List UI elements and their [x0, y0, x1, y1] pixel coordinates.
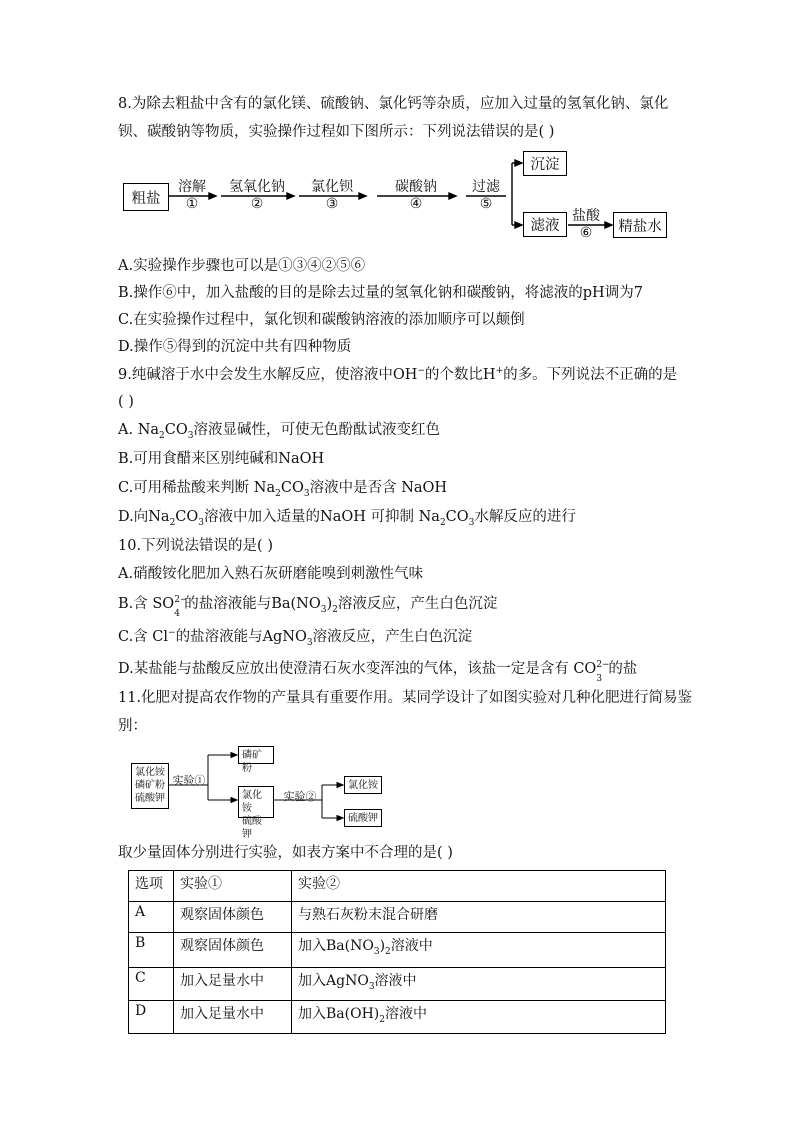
sub: 3	[187, 430, 194, 441]
c-pre: 加入AgNO	[298, 973, 369, 989]
flow-step4-num: ④	[409, 196, 423, 212]
row-a-exp2: 与熟石灰粉末混合研磨	[292, 902, 666, 933]
q9d-co: CO	[175, 509, 199, 525]
remaining-ammonium: 氯化铵	[242, 790, 262, 814]
header-exp1: 实验①	[174, 871, 292, 902]
q8-option-b: B.操作⑥中，加入盐酸的目的是除去过量的氢氧化钠和碳酸钠，将滤液的pH调为7	[118, 285, 643, 301]
q9d-pre: D.向Na	[118, 509, 170, 525]
q9-stem-line2: ( )	[118, 394, 134, 410]
q9-option-c	[118, 478, 447, 498]
q9-stem-post: 的多。下列说法不正确的是	[503, 367, 678, 383]
flow-step1-num: ①	[185, 196, 199, 212]
row-b-exp2	[292, 933, 666, 968]
flow-step5-num: ⑤	[479, 196, 493, 212]
q10b-end: 溶液反应，产生白色沉淀	[337, 596, 498, 612]
flow-acid-label: 盐酸	[572, 208, 600, 224]
flow-step3-num: ③	[325, 196, 339, 212]
header-exp2: 实验②	[292, 871, 666, 902]
q9d-post: 水解反应的进行	[474, 509, 576, 525]
sub: 2	[275, 488, 281, 499]
q9-stem-pre: 9.纯碱溶于水中会发生水解反应，使溶液中OH	[118, 367, 418, 383]
experiment2-label: 实验②	[283, 790, 317, 803]
table-header-row	[129, 871, 666, 902]
q9-option-a	[118, 420, 440, 440]
sub: 2	[439, 517, 446, 528]
sub: 3	[303, 488, 310, 499]
sub: 3	[468, 517, 475, 528]
sub: 3	[306, 637, 313, 648]
flow-start-crude-salt: 粗盐	[123, 183, 169, 211]
q10-option-a: A.硝酸铵化肥加入熟石灰研磨能嗅到刺激性气味	[118, 566, 424, 582]
mix-item-phosphate: 磷矿粉	[135, 780, 165, 791]
row-c-option: C	[129, 968, 174, 1001]
flow-step2-label: 氢氧化钠	[229, 179, 285, 195]
flow-filtrate: 滤液	[523, 212, 567, 237]
sub: 2	[332, 604, 338, 615]
q8-stem-line2: 钡、碳酸钠等物质，实验操作过程如下图所示：下列说法错误的是( )	[118, 124, 555, 140]
table-row	[129, 902, 666, 933]
table-row	[129, 968, 666, 1001]
q8-option-c: C.在实验操作过程中，氯化钡和碳酸钠溶液的添加顺序可以颠倒	[118, 312, 525, 328]
row-b-option: B	[129, 933, 174, 968]
table-row	[129, 933, 666, 968]
remaining-fertilizer-box	[238, 786, 274, 840]
d-post: 溶液中	[384, 1006, 427, 1022]
q9-stem-mid: 的个数比H	[424, 367, 496, 383]
q11-stem-line1: 11.化肥对提高农作物的产量具有重要作用。某同学设计了如图实验对几种化肥进行简易鉴	[118, 690, 693, 706]
flow-precipitate: 沉淀	[523, 151, 567, 176]
flow-step2-num: ②	[250, 196, 264, 212]
q10-option-c	[118, 627, 472, 647]
sub: 3	[373, 946, 380, 957]
q10c-post: 溶液反应，产生白色沉淀	[312, 629, 473, 645]
q9-sup-oh: −	[417, 366, 425, 377]
q9-option-d	[118, 507, 576, 527]
q9c-pre: C.可用稀盐酸来判断 Na	[118, 480, 276, 496]
header-option: 选项	[129, 871, 174, 902]
b-mid: )	[379, 938, 386, 954]
b-pre: 加入Ba(NO	[298, 938, 374, 954]
q10-option-b: B.含 SO 2− 4 的盐溶液能与$Ba(NO_3)_2$溶液反应，产生白色沉淀	[118, 595, 498, 619]
q10d-post: 的盐	[608, 661, 638, 677]
ammonium-chloride-box: 氯化铵	[344, 776, 382, 794]
row-d-exp2	[292, 1001, 666, 1034]
q10c-pre: C.含 Cl	[118, 629, 169, 645]
flow-step4-label: 碳酸钠	[395, 179, 437, 195]
row-a-option: A	[129, 902, 174, 933]
q9d-co2: CO	[445, 509, 469, 525]
sub: 3	[198, 517, 205, 528]
sub: 2	[159, 430, 165, 441]
b-post: 溶液中	[390, 938, 433, 954]
q10c-mid: 的盐溶液能与AgNO	[175, 629, 307, 645]
q10b-mid: 的盐溶液能与Ba(NO	[184, 596, 321, 612]
flow-step1-label: 溶解	[178, 179, 206, 195]
q9-stem-line1	[118, 365, 677, 385]
sub: 2	[385, 946, 391, 957]
q9c-co: CO	[280, 480, 304, 496]
table-row	[129, 1001, 666, 1034]
q9d-mid: 溶液中加入适量的NaOH 可抑制 Na	[204, 509, 440, 525]
row-d-option: D	[129, 1001, 174, 1034]
q8-option-a: A.实验操作步骤也可以是①③④②⑤⑥	[118, 258, 366, 274]
q10-stem: 10.下列说法错误的是( )	[118, 538, 273, 554]
sub: 2	[379, 1014, 385, 1025]
q11-table-intro: 取少量固体分别进行实验，如表方案中不合理的是( )	[118, 845, 453, 861]
remaining-potassium: 硫酸钾	[242, 816, 262, 840]
q10-option-d: D.某盐能与盐酸反应放出使澄清石灰水变浑浊的气体，该盐一定是含有 CO 2− 3 的盐	[118, 660, 638, 684]
c-post: 溶液中	[374, 973, 417, 989]
q9a-na: A. Na	[118, 422, 160, 438]
potassium-sulfate-box: 硫酸钾	[344, 809, 382, 827]
mix-item-potassium: 硫酸钾	[135, 793, 165, 804]
flow-acid-num: ⑥	[579, 225, 593, 241]
q9c-post: 溶液中是否含 NaOH	[309, 480, 448, 496]
mix-item-ammonium: 氯化铵	[135, 767, 165, 778]
q9a-text: 溶液显碱性，可使无色酚酞试液变红色	[193, 422, 440, 438]
q10b-pre: B.含 SO	[118, 596, 175, 612]
q8-stem-line1: 8.为除去粗盐中含有的氯化镁、硫酸钠、氯化钙等杂质，应加入过量的氢氧化钠、氯化	[118, 96, 669, 112]
flow-step5-label: 过滤	[472, 179, 500, 195]
row-a-exp1: 观察固体颜色	[174, 902, 292, 933]
row-b-exp1: 观察固体颜色	[174, 933, 292, 968]
q11-stem-line2: 别：	[118, 718, 147, 734]
q9a-co: CO	[164, 422, 188, 438]
q10d-pre: D.某盐能与盐酸反应放出使澄清石灰水变浑浊的气体，该盐一定是含有 CO	[118, 661, 597, 677]
flow-step3-label: 氯化钡	[311, 179, 353, 195]
sup: −	[168, 628, 176, 639]
sub: 3	[320, 604, 327, 615]
row-d-exp1: 加入足量水中	[174, 1001, 292, 1034]
row-c-exp2	[292, 968, 666, 1001]
q11-options-table	[128, 870, 666, 1034]
experiment1-label: 实验①	[172, 774, 206, 787]
mixed-fertilizer-box	[131, 763, 169, 809]
q9-option-b: B.可用食醋来区别纯碱和NaOH	[118, 451, 325, 467]
phosphate-rock-box: 磷矿粉	[238, 746, 274, 764]
q8-option-d: D.操作⑤得到的沉淀中共有四种物质	[118, 339, 352, 355]
flow-end-brine: 精盐水	[613, 212, 667, 238]
q10b-paren: )	[326, 596, 333, 612]
sub: 2	[169, 517, 176, 528]
row-c-exp1: 加入足量水中	[174, 968, 292, 1001]
d-pre: 加入Ba(OH)	[298, 1006, 380, 1022]
sub: 3	[368, 981, 375, 992]
q9-sup-h: +	[495, 366, 504, 377]
